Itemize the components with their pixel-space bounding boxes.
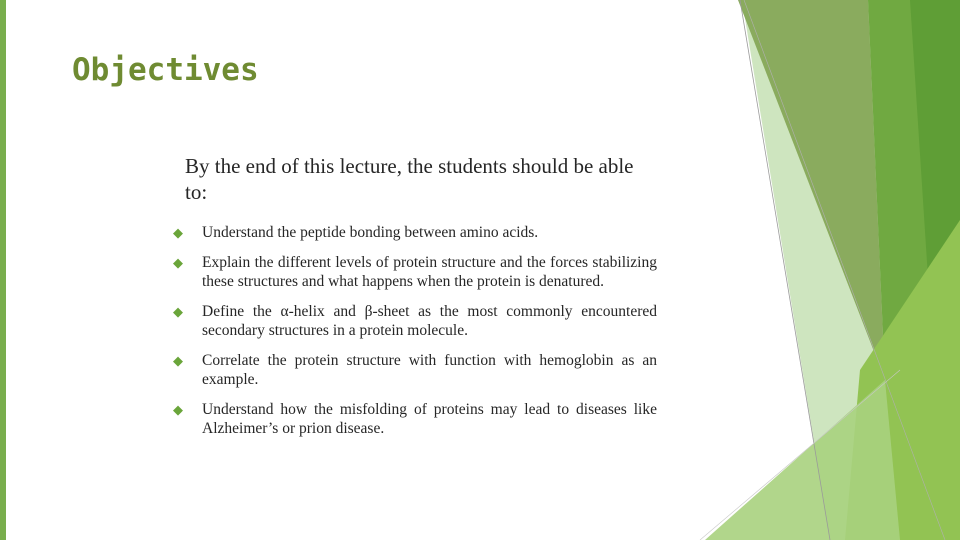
objectives-list	[173, 223, 657, 439]
diamond-bullet-icon: ◆	[173, 303, 183, 319]
intro-text: By the end of this lecture, the students should be able to:	[185, 154, 634, 204]
diamond-bullet-icon: ◆	[173, 254, 183, 270]
slide-body	[173, 153, 657, 449]
objective-text: Understand the peptide bonding between amino acids.	[202, 224, 539, 241]
diamond-bullet-icon: ◆	[173, 352, 183, 368]
objective-text: Correlate the protein structure with function with hemoglobin as an example.	[202, 351, 657, 388]
slide-title: Objectives	[72, 52, 259, 88]
left-edge-accent	[0, 0, 6, 540]
lower-light-facet	[705, 380, 900, 540]
list-item	[173, 253, 657, 292]
list-item	[173, 302, 657, 341]
list-item	[173, 223, 657, 243]
diamond-bullet-icon: ◆	[173, 401, 183, 417]
objective-text: Define the α-helix and β-sheet as the most commonly encountered secondary structures in a protein molecule.	[202, 302, 657, 339]
diamond-bullet-icon: ◆	[173, 225, 183, 240]
list-item	[173, 400, 657, 439]
objective-text: Explain the different levels of protein structure and the forces stabilizing these structures and what happens when the protein is denatured.	[202, 253, 657, 290]
list-item	[173, 351, 657, 390]
objective-text: Understand how the misfolding of proteins may lead to diseases like Alzheimer’s or prion disease.	[202, 400, 657, 437]
